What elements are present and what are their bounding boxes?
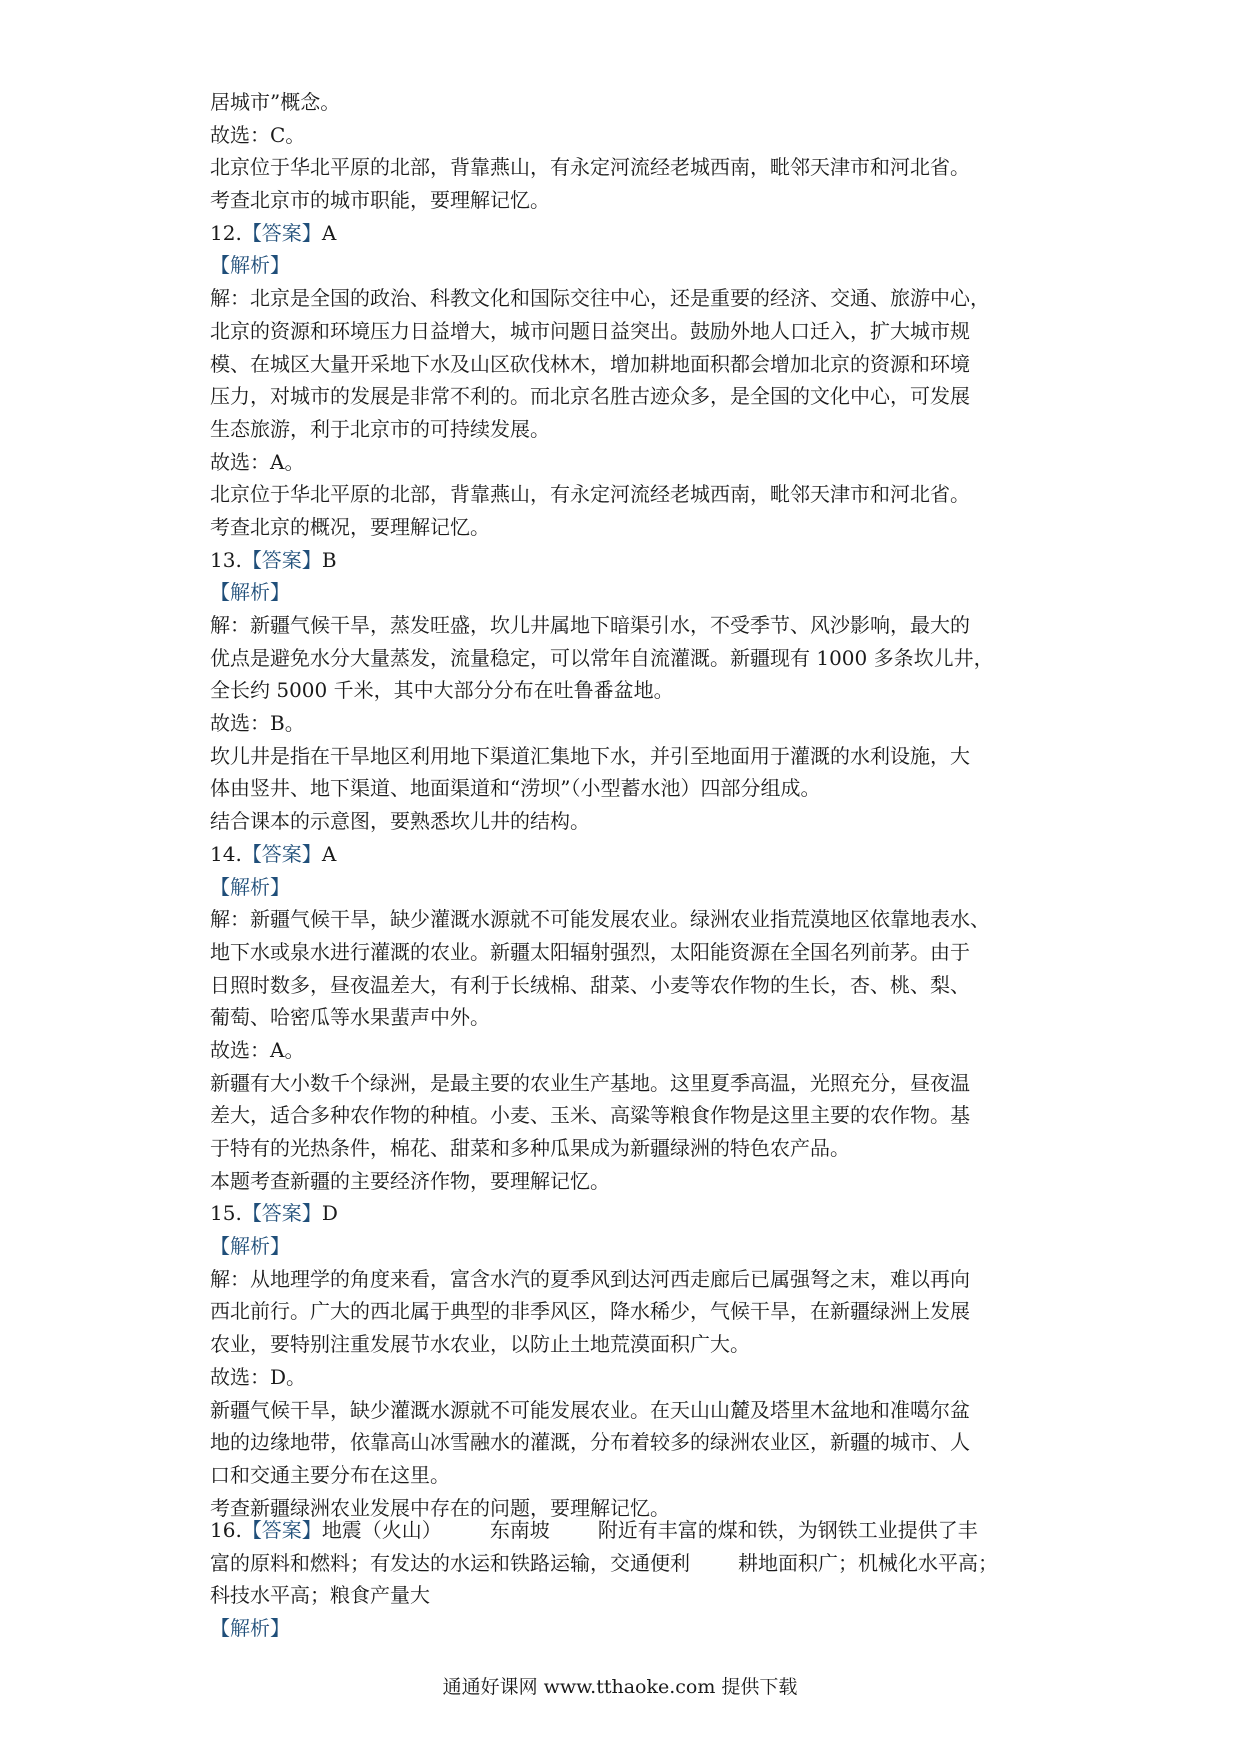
line-text: 日照时数多，昼夜温差大，有利于长绒棉、甜菜、小麦等农作物的生长，杏、桃、梨、 [210, 972, 970, 997]
document-body [210, 86, 1040, 1524]
text-line [210, 86, 1040, 119]
answer-part-2: 东南坡 [489, 1518, 550, 1542]
text-line [210, 642, 1040, 675]
line-text: D [321, 1201, 338, 1226]
text-line [210, 446, 1040, 479]
section-tag: 【答案】 [241, 841, 322, 866]
text-line [210, 315, 1040, 348]
line-text: 本题考查新疆的主要经济作物，要理解记忆。 [210, 1168, 610, 1193]
answer-part-1: 地震（火山） [321, 1518, 442, 1542]
answer-16-line-4 [210, 1612, 1040, 1645]
line-text: A [321, 841, 337, 866]
line-text: 新疆气候干旱，缺少灌溉水源就不可能发展农业。在天山山麓及塔里木盆地和准噶尔盆 [210, 1397, 970, 1422]
question-number: 14. [210, 841, 242, 866]
text-line [210, 348, 1040, 381]
text-line [210, 151, 1040, 184]
analysis-tag: 【解析】 [210, 1616, 290, 1641]
text-line [210, 249, 1040, 282]
section-tag: 【解析】 [210, 874, 290, 899]
line-text: 口和交通主要分布在这里。 [210, 1462, 450, 1487]
text-line [210, 1394, 1040, 1427]
page-footer: 通通好课网 www.tthaoke.com 提供下载 [442, 1676, 798, 1698]
answer-tag: 【答案】 [241, 1518, 322, 1542]
text-line [210, 413, 1040, 446]
line-text: 故选：A。 [210, 1037, 305, 1062]
line-text: 西北前行。广大的西北属于典型的非季风区，降水稀少，气候干旱，在新疆绿洲上发展 [210, 1299, 970, 1324]
question-number: 13. [210, 547, 242, 572]
text-line [210, 119, 1040, 152]
line-text: 坎儿井是指在干旱地区利用地下渠道汇集地下水，并引至地面用于灌溉的水利设施，大 [210, 743, 970, 768]
text-line [210, 282, 1040, 315]
answer-16-block [210, 1514, 1040, 1645]
line-text: 农业，要特别注重发展节水农业，以防止土地荒漠面积广大。 [210, 1332, 750, 1357]
line-text: 解：从地理学的角度来看，富含水汽的夏季风到达河西走廊后已属强弩之末，难以再向 [210, 1266, 970, 1291]
line-text: 体由竖井、地下渠道、地面渠道和“涝坝”（小型蓄水池）四部分组成。 [210, 776, 821, 801]
line-text: 解：北京是全国的政治、科教文化和国际交往中心，还是重要的经济、交通、旅游中心， [210, 286, 990, 311]
line-text: 地下水或泉水进行灌溉的农业。新疆太阳辐射强烈，太阳能资源在全国名列前茅。由于 [210, 939, 970, 964]
answer-part-3: 附近有丰富的煤和铁，为钢铁工业提供了丰 [597, 1518, 978, 1542]
line-text: 差大，适合多种农作物的种植。小麦、玉米、高粱等粮食作物是这里主要的农作物。基 [210, 1103, 970, 1128]
text-line [210, 576, 1040, 609]
text-line [210, 674, 1040, 707]
text-line [210, 1230, 1040, 1263]
line-text: 生态旅游，利于北京市的可持续发展。 [210, 416, 550, 441]
text-line [210, 1099, 1040, 1132]
section-tag: 【解析】 [210, 1234, 290, 1259]
answer-16-line-1 [210, 1514, 1040, 1547]
line-text: A [321, 220, 337, 245]
text-line [210, 1067, 1040, 1100]
question-number: 15. [210, 1201, 242, 1226]
text-line [210, 969, 1040, 1002]
section-tag: 【答案】 [241, 220, 322, 245]
line-text: 新疆有大小数千个绿洲，是最主要的农业生产基地。这里夏季高温，光照充分，昼夜温 [210, 1070, 970, 1095]
question-number: 16. [210, 1518, 242, 1542]
answer-part-6: 科技水平高；粮食产量大 [210, 1583, 430, 1608]
line-text: 考查新疆绿洲农业发展中存在的问题，要理解记忆。 [210, 1495, 670, 1520]
line-text: 结合课本的示意图，要熟悉坎儿井的结构。 [210, 809, 590, 834]
line-text: 北京位于华北平原的北部，背靠燕山，有永定河流经老城西南，毗邻天津市和河北省。 [210, 482, 970, 507]
text-line [210, 871, 1040, 904]
text-line [210, 1132, 1040, 1165]
line-text: B [321, 547, 337, 572]
text-line [210, 1197, 1040, 1230]
line-text: 故选：D。 [210, 1364, 307, 1389]
text-line [210, 838, 1040, 871]
line-text: 模、在城区大量开采地下水及山区砍伐林木，增加耕地面积都会增加北京的资源和环境 [210, 351, 970, 376]
line-text: 优点是避免水分大量蒸发，流量稳定，可以常年自流灌溉。新疆现有 1000 多条坎儿井， [210, 645, 994, 670]
section-tag: 【解析】 [210, 253, 290, 278]
text-line [210, 544, 1040, 577]
line-text: 压力，对城市的发展是非常不利的。而北京名胜古迹众多，是全国的文化中心，可发展 [210, 384, 970, 409]
text-line [210, 184, 1040, 217]
text-line [210, 1295, 1040, 1328]
answer-part-5: 耕地面积广；机械化水平高； [738, 1550, 998, 1575]
line-text: 葡萄、哈密瓜等水果蜚声中外。 [210, 1005, 490, 1030]
text-line [210, 1426, 1040, 1459]
text-line [210, 707, 1040, 740]
text-line [210, 1459, 1040, 1492]
line-text: 于特有的光热条件，棉花、甜菜和多种瓜果成为新疆绿洲的特色农产品。 [210, 1136, 850, 1160]
line-text: 地的边缘地带，依靠高山冰雪融水的灌溉，分布着较多的绿洲农业区，新疆的城市、人 [210, 1430, 970, 1455]
text-line [210, 1165, 1040, 1198]
line-text: 考查北京市的城市职能，要理解记忆。 [210, 188, 550, 213]
answer-16-line-3 [210, 1579, 1040, 1612]
section-tag: 【答案】 [241, 1201, 322, 1226]
answer-16-line-2 [210, 1547, 1040, 1580]
section-tag: 【解析】 [210, 580, 290, 605]
text-line [210, 1001, 1040, 1034]
text-line [210, 805, 1040, 838]
section-tag: 【答案】 [241, 547, 322, 572]
line-text: 故选：C。 [210, 122, 306, 147]
text-line [210, 511, 1040, 544]
line-text: 北京的资源和环境压力日益增大，城市问题日益突出。鼓励外地人口迁入，扩大城市规 [210, 318, 970, 343]
text-line [210, 1263, 1040, 1296]
text-line [210, 1328, 1040, 1361]
line-text: 解：新疆气候干旱，蒸发旺盛，坎儿井属地下暗渠引水，不受季节、风沙影响，最大的 [210, 613, 970, 637]
line-text: 考查北京的概况，要理解记忆。 [210, 514, 490, 539]
text-line [210, 217, 1040, 250]
line-text: 全长约 5000 千米，其中大部分分布在吐鲁番盆地。 [210, 678, 674, 703]
text-line [210, 478, 1040, 511]
line-text: 解：新疆气候干旱，缺少灌溉水源就不可能发展农业。绿洲农业指荒漠地区依靠地表水、 [210, 907, 990, 932]
text-line [210, 380, 1040, 413]
text-line [210, 772, 1040, 805]
question-number: 12. [210, 220, 242, 245]
text-line [210, 740, 1040, 773]
line-text: 居城市”概念。 [210, 90, 341, 114]
answer-part-4: 富的原料和燃料；有发达的水运和铁路运输，交通便利 [210, 1550, 690, 1575]
text-line [210, 1361, 1040, 1394]
text-line [210, 609, 1040, 642]
text-line [210, 1034, 1040, 1067]
line-text: 故选：A。 [210, 449, 305, 474]
text-line [210, 903, 1040, 936]
line-text: 北京位于华北平原的北部，背靠燕山，有永定河流经老城西南，毗邻天津市和河北省。 [210, 155, 970, 180]
text-line [210, 936, 1040, 969]
line-text: 故选：B。 [210, 711, 305, 736]
